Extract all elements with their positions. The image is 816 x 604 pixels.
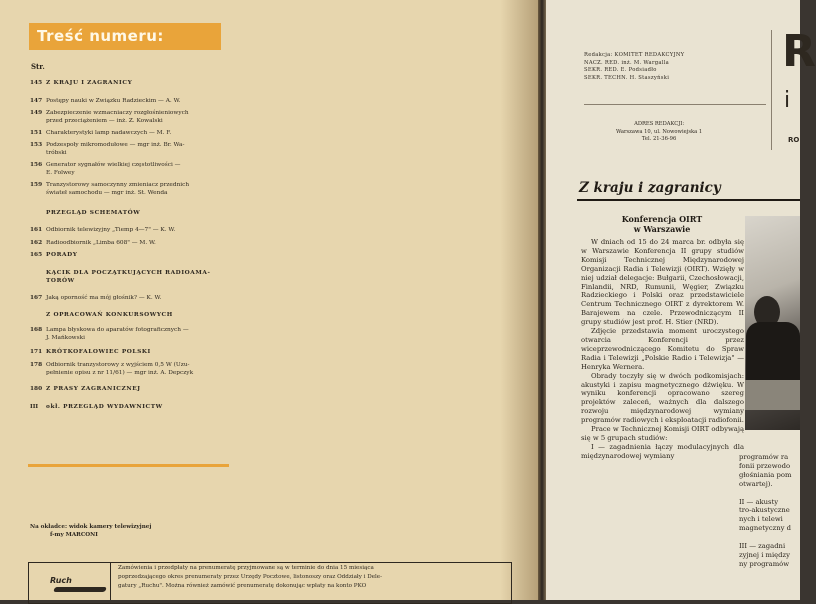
toc-entry-text: Odbiornik telewizyjny „Tiemp 4—7" — K. W. — [46, 227, 176, 233]
toc-page-number: 171 — [30, 349, 43, 355]
book-gutter — [538, 0, 546, 600]
toc-page-number: 165 — [30, 252, 43, 258]
subscription-line: poprzedzającego okres prenumeraty przez Urzędy Pocztowe, listonoszy oraz Oddziały i Dele- — [118, 574, 383, 580]
toc-page-number: 145 — [30, 80, 43, 86]
toc-page-number: 149 — [30, 110, 43, 116]
right-page — [546, 0, 816, 600]
column-line: tro-akustyczne — [739, 506, 790, 515]
toc-entry-text: pełnienie opisu z nr 11/61) — mgr inż. A. Depczyk — [46, 370, 194, 376]
toc-page-number: 156 — [30, 162, 43, 168]
column-line: fonii przewodo — [739, 461, 791, 470]
subscription-text — [118, 564, 508, 591]
toc-entry-text: okł. PRZEGLĄD WYDAWNICTW — [46, 404, 163, 410]
ruch-logo-text: Ruch — [50, 576, 72, 585]
column-line: III — zagadni — [739, 542, 786, 551]
toc-entry-text: Tranzystorowy samoczynny zmieniacz przednich — [46, 182, 190, 188]
toc-page-number: 162 — [30, 240, 43, 246]
cover-note-line: f-my MARCONI — [50, 532, 98, 538]
column-line: zyjnej i między — [739, 550, 790, 559]
toc-entry-text: Podzespoły mikromodułowe — mgr inż. Br. Wa- — [46, 142, 185, 148]
column-line: magnetyczny d — [739, 524, 791, 533]
masthead-divider — [771, 30, 772, 150]
toc-entry-text: PRZEGLĄD SCHEMATÓW — [46, 210, 141, 216]
toc-entry-text: TORÓW — [46, 278, 75, 284]
article-paragraph: I — zagadnienia łączy modulacyjnych dla międzynarodowej wymiany — [581, 442, 744, 460]
toc-page-number: 167 — [30, 295, 43, 301]
toc-entry-text: Radioodbiornik „Limba 608" — M. W. — [46, 240, 156, 246]
toc-page-number: 159 — [30, 182, 43, 188]
toc-entry-text: Z KRAJU I ZAGRANICY — [46, 80, 133, 86]
second-column — [739, 453, 809, 569]
toc-page-number: 161 — [30, 227, 43, 233]
toc-entry-text: świateł samochodu — mgr inż. St. Wenda — [46, 190, 168, 196]
editorial-line: SEKR. RED. E. Podsiadło — [584, 67, 657, 73]
article-paragraph: W dniach od 15 do 24 marca br. odbyła się w Warszawie Konferencja II grupy studiów Komisji Technicznej Międzynarodowej Organizacji Radia i Telewizji (OIRT). Wzięły w niej udział delegacje: Bułgarii, Czechosłowacji, Finlandii, NRD, Rumunii, Węgier, Związku Radzieckiego i Polski oraz przedstawiciele Centrum Technicznego OIRT z dyrektorem W. Barajewem na czele. Przewodniczącym II grupy studiów jest prof. H. Stier (NRD). — [581, 238, 744, 327]
editorial-line: Redakcja: KOMITET REDAKCYJNY — [584, 52, 685, 58]
toc-page-number: 178 — [30, 362, 43, 368]
article-paragraph: Obrady toczyły się w dwóch podkomisjach: akustyki i zapisu magnetycznego dźwięku. W wyniku konferencji opracowano szereg projektów zaleceń, ważnych dla dalszego rozwoju międzynarodowej wymiany programów radiowych i eksploatacji radiofonii. — [581, 371, 744, 425]
ruch-swoosh-icon — [53, 587, 107, 592]
masthead-i: i — [784, 88, 791, 113]
cover-note-line: Na okładce: widok kamery telewizyjnej — [30, 524, 152, 530]
article-paragraph: Prace w Technicznej Komisji OIRT odbywają się w 5 grupach studiów: — [581, 425, 744, 442]
toc-page-number: 168 — [30, 327, 43, 333]
toc-entry-text: J. Mańkowski — [46, 335, 85, 341]
address-line: Warszawa 10, ul. Nowowiejska 1 — [616, 128, 703, 135]
column-line: ny programów — [739, 559, 790, 568]
toc-entry-text: E. Folwey — [46, 170, 75, 176]
column-line — [739, 489, 809, 498]
column-line: nych i telewi — [739, 515, 783, 524]
page-shadow — [500, 0, 538, 600]
subscription-line: gatury „Ruchu". Można również zamówić prenumeratę dokonując wpłaty na konto PKO — [118, 583, 367, 589]
article-title — [582, 214, 742, 234]
column-line: programów ra — [739, 453, 789, 461]
editorial-line: SEKR. TECHN. H. Staszyński — [584, 74, 670, 81]
masthead-letter: R — [782, 26, 816, 77]
toc-entry-text: tróbski — [46, 150, 67, 156]
toc-entry-text: Generator sygnałów wielkiej częstotliwości — — [46, 162, 181, 168]
toc-entry-text: KĄCIK DLA POCZĄTKUJĄCYCH RADIOAMA- — [46, 270, 211, 276]
toc-entry-text: Zabezpieczenie wzmacniaczy rozgłośnieniowych — [46, 110, 189, 116]
toc-entry-text: przed przeciążeniem — inż. Z. Kowalski — [46, 118, 163, 124]
editorial-line: NACZ. RED. inż. M. Wargalla — [584, 59, 670, 66]
toc-entry-text: Charakterystyki lamp nadawczych — M. F. — [46, 130, 172, 136]
photo-desk — [745, 380, 800, 410]
toc-entry-text: PORADY — [46, 252, 78, 258]
article-title-line: Konferencja OIRT — [621, 214, 703, 224]
toc-page-number: 151 — [30, 130, 43, 136]
toc-page-number: 147 — [30, 98, 43, 104]
toc-entry-text: Odbiornik tranzystorowy z wyjściem 0,5 W (Uzu- — [46, 362, 190, 368]
toc-entry-text: Postępy nauki w Związku Radzieckim — A. W. — [46, 98, 181, 104]
subscription-line: Zamówienia i przedpłaty na prenumeratę przyjmowane są w terminie do dnia 15 miesiąca — [118, 565, 374, 571]
toc-entry-text: Jaką oporność ma mój głośnik? — K. W. — [46, 295, 162, 301]
toc-entry-text: Z OPRACOWAŃ KONKURSOWYCH — [46, 312, 173, 318]
editorial-divider — [584, 104, 766, 105]
toc-entry-text: Lampa błyskowa do aparatów fotograficznych — — [46, 327, 189, 333]
article-body — [581, 238, 744, 461]
article-paragraph: Zdjęcie przedstawia moment uroczystego otwarcia Konferencji przez wiceprzewodniczącego Komitetu do Spraw Radia i Telewizji „Polskie Radio i Telewizja" — Henryka Wernera. — [581, 327, 744, 371]
page-column-label: Str. — [31, 62, 45, 71]
article-title-line: w Warszawie — [633, 224, 691, 234]
column-line: otwartej). — [739, 479, 773, 488]
phone-line: Tel. 21-36-96 — [641, 136, 677, 142]
toc-title: Treść numeru: — [29, 23, 221, 50]
cover-note — [30, 523, 200, 539]
toc-page-number: 180 — [30, 386, 43, 392]
address-label: ADRES REDAKCJI: — [634, 121, 685, 127]
editorial-board — [584, 52, 684, 82]
toc-entry-text: KRÓTKOFALOWIEC POLSKI — [46, 349, 151, 355]
toc-divider — [28, 464, 229, 467]
column-line: II — akusty — [739, 497, 779, 506]
column-line — [739, 533, 809, 542]
column-line: głośniania pom — [739, 470, 792, 479]
toc-page-number: III — [30, 404, 39, 410]
masthead-small: RO — [788, 136, 800, 144]
toc-page-number: 153 — [30, 142, 43, 148]
toc-entry-text: Z PRASY ZAGRANICZNEJ — [46, 386, 141, 392]
editorial-address — [616, 121, 702, 144]
section-heading: Z kraju i zagranicy — [579, 180, 721, 196]
section-underline — [577, 199, 800, 201]
